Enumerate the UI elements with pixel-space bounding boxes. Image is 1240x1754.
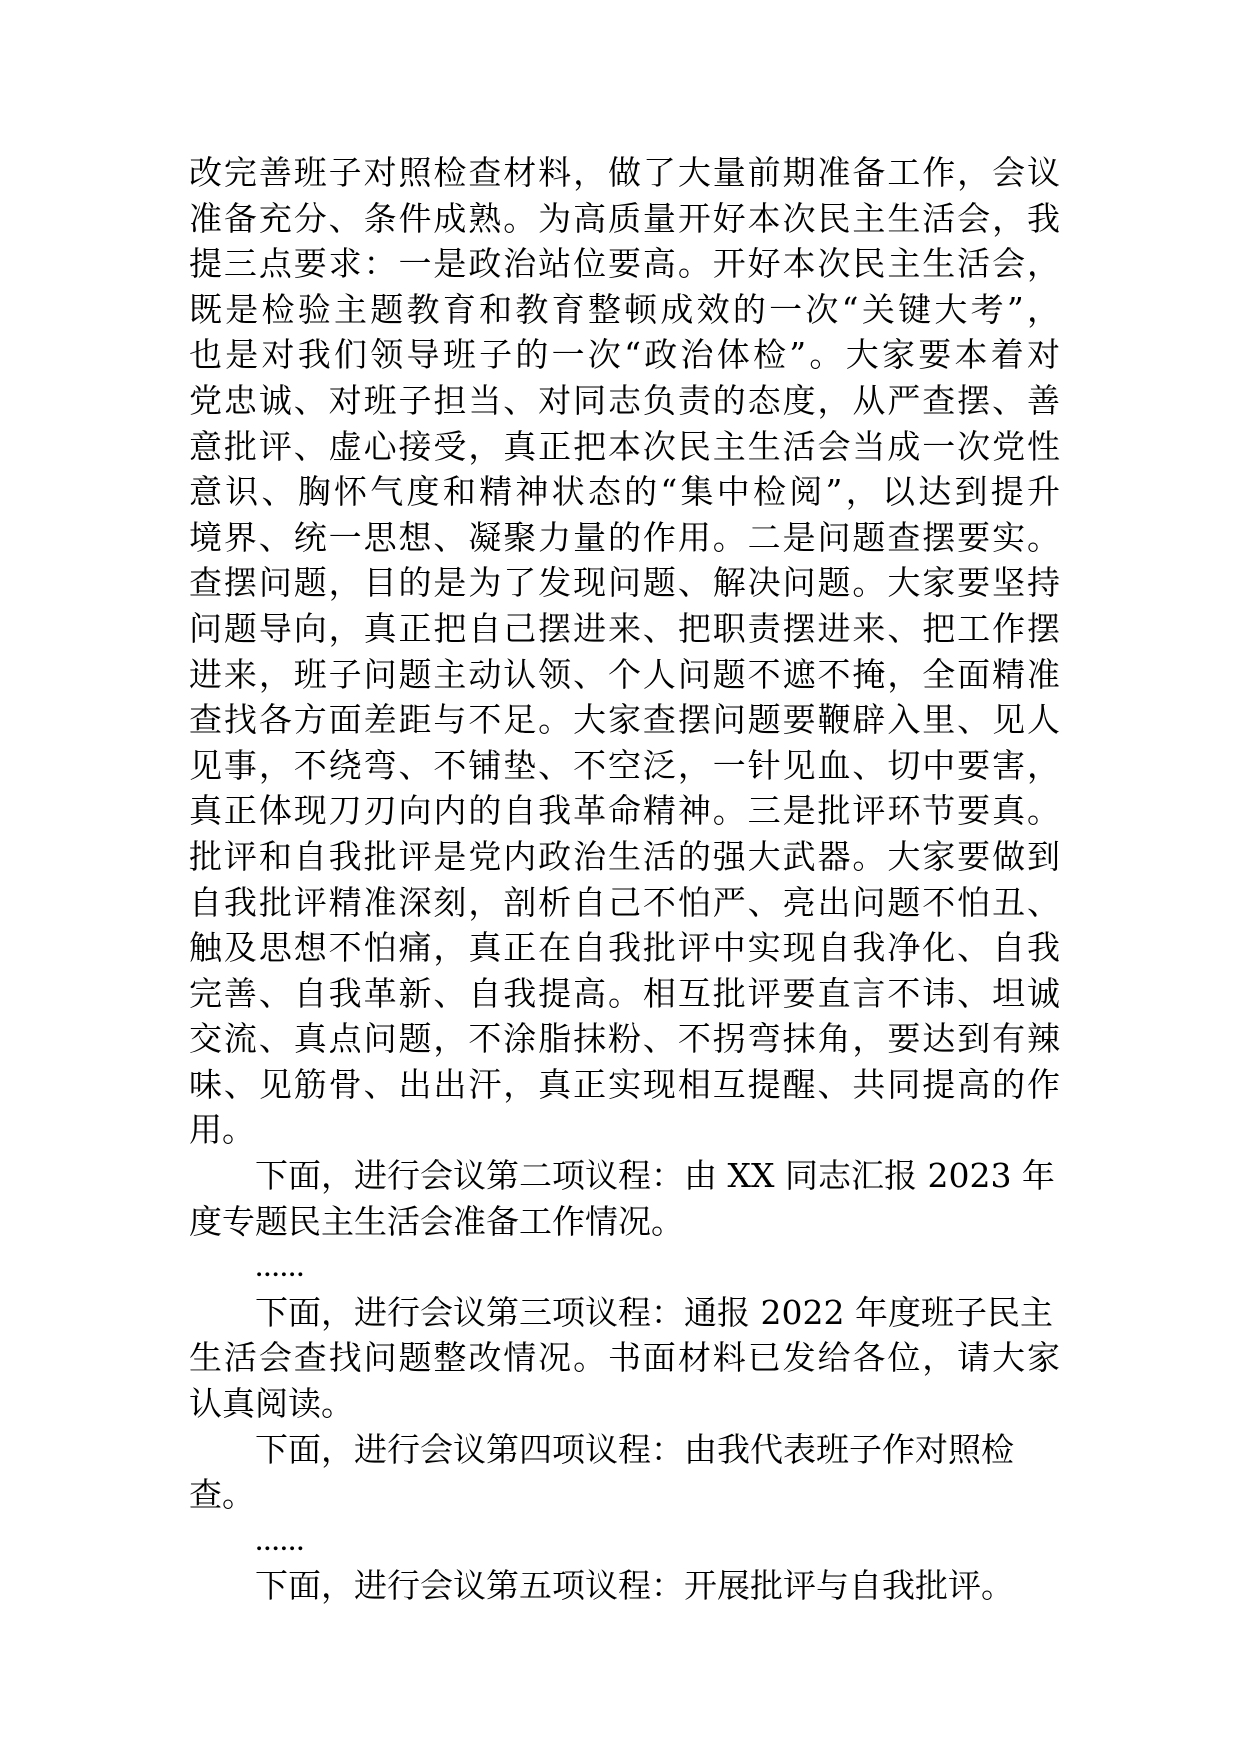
text-line: 进来，班子问题主动认领、个人问题不遮不掩，全面精准 xyxy=(189,654,1060,694)
text-line: 也是对我们领导班子的一次“政治体检”。大家要本着对 xyxy=(189,335,1060,375)
text-line: 交流、真点问题，不涂脂抹粉、不拐弯抹角，要达到有辣 xyxy=(189,1019,1060,1059)
text-line: 下面，进行会议第五项议程：开展批评与自我批评。 xyxy=(255,1566,1014,1606)
text-line: ...... xyxy=(255,1248,305,1285)
paragraph-agenda-2 xyxy=(189,1153,1060,1244)
text-line: 境界、统一思想、凝聚力量的作用。二是问题查摆要实。 xyxy=(189,517,1060,557)
paragraph-agenda-3 xyxy=(189,1290,1060,1427)
paragraph-continuation xyxy=(189,150,1060,1153)
paragraph-agenda-5 xyxy=(189,1563,1060,1609)
text-line: 提三点要求：一是政治站位要高。开好本次民主生活会， xyxy=(189,244,1060,284)
text-line: 意识、胸怀气度和精神状态的“集中检阅”，以达到提升 xyxy=(189,472,1060,512)
text-line: 度专题民主生活会准备工作情况。 xyxy=(189,1201,684,1241)
text-line: ...... xyxy=(255,1521,305,1558)
text-line: 见事，不绕弯、不铺垫、不空泛，一针见血、切中要害， xyxy=(189,745,1060,785)
text-line: 准备充分、条件成熟。为高质量开好本次民主生活会，我 xyxy=(189,198,1060,238)
text-line: 意批评、虚心接受，真正把本次民主生活会当成一次党性 xyxy=(189,426,1060,466)
ellipsis-placeholder xyxy=(189,1518,1060,1564)
text-line: 味、见筋骨、出出汗，真正实现相互提醒、共同提高的作 xyxy=(189,1064,1060,1104)
text-line: 既是检验主题教育和教育整顿成效的一次“关键大考”， xyxy=(189,289,1060,329)
text-line: 下面，进行会议第二项议程：由 XX 同志汇报 2023 年 xyxy=(255,1156,1055,1196)
text-line: 生活会查找问题整改情况。书面材料已发给各位，请大家 xyxy=(189,1338,1060,1378)
text-line: 查摆问题，目的是为了发现问题、解决问题。大家要坚持 xyxy=(189,563,1060,603)
text-line: 查。 xyxy=(189,1475,255,1515)
text-line: 下面，进行会议第四项议程：由我代表班子作对照检 xyxy=(255,1429,1014,1469)
text-line: 触及思想不怕痛，真正在自我批评中实现自我净化、自我 xyxy=(189,928,1060,968)
text-line: 真正体现刀刃向内的自我革命精神。三是批评环节要真。 xyxy=(189,791,1060,831)
text-line: 批评和自我批评是党内政治生活的强大武器。大家要做到 xyxy=(189,836,1060,876)
document-page xyxy=(189,150,1060,1609)
text-line: 改完善班子对照检查材料，做了大量前期准备工作，会议 xyxy=(189,153,1060,192)
text-line: 查找各方面差距与不足。大家查摆问题要鞭辟入里、见人 xyxy=(189,700,1060,740)
text-line: 党忠诚、对班子担当、对同志负责的态度，从严查摆、善 xyxy=(189,380,1060,420)
text-line: 认真阅读。 xyxy=(189,1384,354,1424)
text-line: 下面，进行会议第三项议程：通报 2022 年度班子民主 xyxy=(255,1292,1053,1332)
text-line: 用。 xyxy=(189,1110,255,1150)
text-line: 自我批评精准深刻，剖析自己不怕严、亮出问题不怕丑、 xyxy=(189,882,1060,922)
text-line: 完善、自我革新、自我提高。相互批评要直言不讳、坦诚 xyxy=(189,973,1060,1013)
paragraph-agenda-4 xyxy=(189,1427,1060,1518)
ellipsis-placeholder xyxy=(189,1244,1060,1290)
text-line: 问题导向，真正把自己摆进来、把职责摆进来、把工作摆 xyxy=(189,608,1060,648)
